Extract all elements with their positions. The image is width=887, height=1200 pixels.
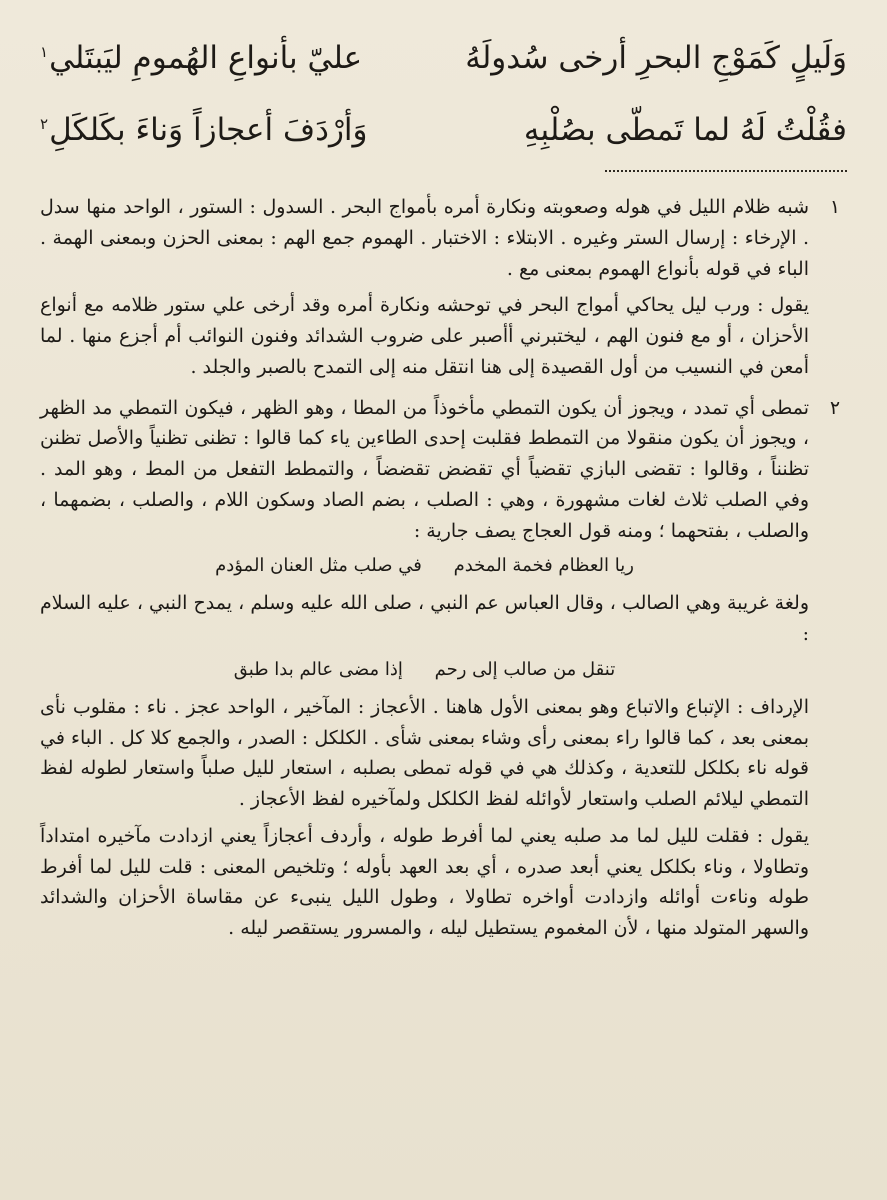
footnote-number: ٢ [829, 396, 841, 419]
footnote-separator [605, 170, 847, 172]
footnote-paragraph: تمطى أي تمدد ، ويجوز أن يكون التمطي مأخوذاً من المطا ، وهو الظهر ، فيكون التمطي مد الظهر ، ويجوز أن يكون منقولا من التمطط فقلبت إحدى الطاءين ياء كما قالوا : تظنى تظنياً والأصل تظنن تظنناً ، وقالوا : تقضى البازي تقضياً أي تقضض تقضضاً ، والتمطط التفعل من المط ، وهو المد . وفي الصلب ثلاث لغات مشهورة ، وهي : الصلب ، بضم الصاد وسكون اللام ، والصلب ، بضمهما ، والصلب ، بفتحهما ؛ ومنه قول العجاج يصف جارية : [40, 396, 809, 542]
footnote-paragraph: ولغة غريبة وهي الصالب ، وقال العباس عم النبي ، صلى الله عليه وسلم ، يمدح النبي ، عليه السلام : [40, 592, 809, 646]
quoted-verse-second: إذا مضى عالم بدا طبق [233, 658, 403, 680]
quoted-verse-second: في صلب مثل العنان المؤدم [215, 555, 422, 577]
verse-second-text: وَأرْدَفَ أعجازاً وَناءَ بكَلكَلِ [49, 112, 368, 148]
footnote-1 [40, 192, 847, 383]
footnote-paragraph: يقول : فقلت لليل لما مد صلبه يعني لما أفرط طوله ، وأردف أعجازاً يعني ازدادت مآخيره امتداداً وتطاولا ، وناء بكلكل يعني أبعد صدره ، أي بعد العهد بأوله ؛ وتلخيص المعنى : قلت لليل لما أفرط طوله وناءت أوائله وازدادت أواخره تطاولا ، وطول الليل ينبىء عن مقاساة الأحزان والشدائد والسهر المتولد منها ، لأن المغموم يستطيل ليله ، والمسرور يستقصر ليله . [40, 824, 809, 940]
footnote-paragraph: الإرداف : الإتباع والاتباع وهو بمعنى الأول هاهنا . الأعجاز : المآخير ، الواحد عجز . ناء : مقلوب نأى بمعنى بعد ، كما قالوا راء بمعنى رأى وشاء بمعنى شأى . الكلكل : الصدر ، والجمع كلا كل . الباء في قوله ناء بكلكل للتعدية ، وكذلك هي في قوله تمطى بصلبه ، استعار لليل صلباً واستعار لطوله لفظ التمطي ليلائم الصلب واستعار لأوائله لفظ الكلكل ولمآخيره لفظ الأعجاز . [40, 695, 809, 811]
footnote-number: ١ [829, 196, 841, 218]
footnotes [40, 192, 847, 944]
quoted-verse [40, 552, 809, 580]
footnote-paragraph: شبه ظلام الليل في هوله وصعوبته ونكارة أمره بأمواج البحر . السدول : الستور ، الواحد منها سدل . الإرخاء : إرسال الستر وغيره . الابتلاء : الاختبار . الهموم جمع الهم : بمعنى الحزن وبمعنى الهمة . الباء في قوله بأنواع الهموم بمعنى مع . [40, 196, 809, 280]
quoted-verse [40, 656, 809, 684]
footnote-paragraph: يقول : ورب ليل يحاكي أمواج البحر في توحشه ونكارة أمره وقد أرخى علي ستور ظلامه مع أنواع الأحزان ، أو مع فنون الهم ، ليختبرني أأصبر على ضروب الشدائد وفنون النوائب أم أجزع منها . لما أمعن في النسيب من أول القصيدة إلى هنا انتقل منه إلى التمدح بالصبر والجلد . [40, 294, 809, 378]
verse-line [40, 112, 847, 164]
footnote-mark: ١ [40, 42, 49, 61]
poem-verses [40, 28, 847, 160]
footnote-mark: ٢ [40, 114, 49, 133]
quoted-verse-first: ريا العظام فخمة المخدم [453, 555, 634, 577]
verse-second-hemistich [40, 40, 362, 77]
footnote-2 [40, 393, 847, 944]
verse-first-hemistich: فقُلْتُ لَهُ لما تَمطّى بصُلْبِهِ [523, 112, 847, 148]
quoted-verse-first: تنقل من صالب إلى رحم [434, 658, 616, 680]
verse-first-hemistich: وَلَيلٍ كَمَوْجِ البحرِ أرخى سُدولَهُ [465, 40, 847, 76]
verse-second-text: عليّ بأنواعِ الهُمومِ ليَبتَلي [49, 40, 363, 76]
verse-second-hemistich [40, 112, 368, 149]
verse-line [40, 40, 847, 92]
